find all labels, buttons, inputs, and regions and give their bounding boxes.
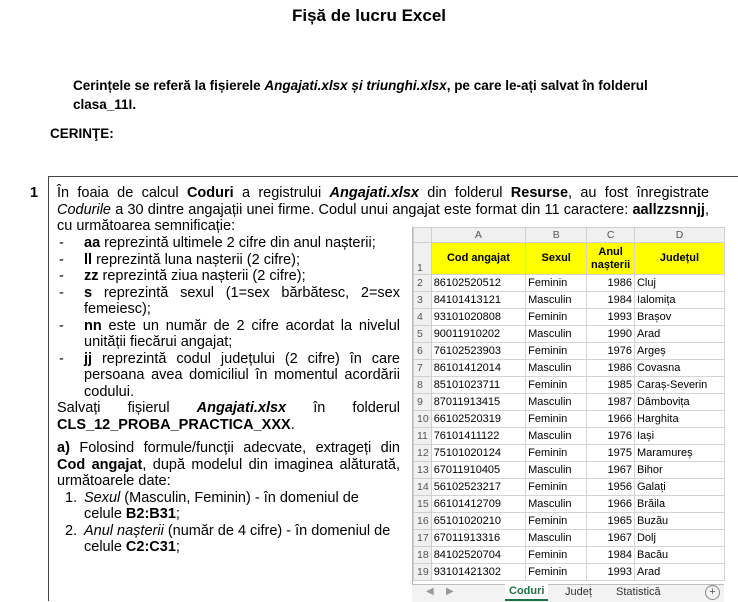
list-item: - nn este un număr de 2 cifre acordat la nivelul unității fiecărui angajat; [59, 317, 400, 350]
table-row [414, 479, 725, 496]
header-cell: Anul nașterii [587, 243, 635, 275]
table-cell: Covasna [634, 360, 724, 377]
row-header: 1 [414, 243, 432, 275]
tab-coduri[interactable]: Coduri [505, 584, 548, 601]
table-cell: Ialomița [634, 292, 724, 309]
table-cell: 76101411122 [431, 428, 525, 445]
table-cell: Feminin [526, 547, 587, 564]
row-header: 18 [414, 547, 432, 564]
table-cell: Arad [634, 326, 724, 343]
row-header: 3 [414, 292, 432, 309]
row-header: 14 [414, 479, 432, 496]
tab-judet[interactable]: Județ [565, 586, 592, 598]
save-instruction: Salvați fișierul Angajati.xlsx în folderul [57, 400, 400, 416]
table-cell: Feminin [526, 411, 587, 428]
tab-next-icon[interactable]: ▶ [446, 586, 454, 597]
subitem: 1. Sexul (Masculin, Feminin) - în domeniul de celule B2:B31; [65, 489, 359, 522]
table-cell: Masculin [526, 360, 587, 377]
table-cell: 67011910405 [431, 462, 525, 479]
table-cell: 85101023711 [431, 377, 525, 394]
table-cell: 87011913415 [431, 394, 525, 411]
table-cell: Masculin [526, 496, 587, 513]
table-cell: 84101413121 [431, 292, 525, 309]
table-cell: Masculin [526, 462, 587, 479]
table-cell: 93101421302 [431, 564, 525, 581]
table-cell: Iași [634, 428, 724, 445]
row-header: 17 [414, 530, 432, 547]
table-cell: 1976 [587, 343, 635, 360]
table-cell: Feminin [526, 309, 587, 326]
table-cell: 75101020124 [431, 445, 525, 462]
add-sheet-icon[interactable]: + [705, 585, 720, 600]
row-header: 11 [414, 428, 432, 445]
table-row [414, 496, 725, 513]
table-cell: Masculin [526, 428, 587, 445]
table-cell: 56102523217 [431, 479, 525, 496]
table-cell: Bacău [634, 547, 724, 564]
subitem: 2. Anul nașterii (număr de 4 cifre) - în domeniul de celule C2:C31; [65, 522, 391, 555]
table-cell: Buzău [634, 513, 724, 530]
spreadsheet-image [412, 227, 725, 601]
table-cell: 1986 [587, 275, 635, 292]
table-cell: Brăila [634, 496, 724, 513]
table-cell: 1967 [587, 462, 635, 479]
table-row [414, 513, 725, 530]
table-row [414, 326, 725, 343]
table-cell: 1965 [587, 513, 635, 530]
column-header: D [634, 228, 724, 243]
table-column-border [48, 176, 49, 601]
table-row [414, 343, 725, 360]
table-cell: 76102523903 [431, 343, 525, 360]
question-intro: În foaia de calcul Coduri a registrului Angajati.xlsx din folderul Resurse, au fost înregistrate Codurile a 30 dintre angajații unei firme. Codul unui angajat este format din 11 caractere: aallzzsnnjj, cu următoarea semnificație: [57, 185, 710, 234]
table-cell: Galați [634, 479, 724, 496]
table-row [414, 462, 725, 479]
table-row [414, 564, 725, 581]
table-cell: Maramureș [634, 445, 724, 462]
table-cell: Masculin [526, 394, 587, 411]
row-header: 10 [414, 411, 432, 428]
question-number: 1 [30, 185, 39, 201]
table-cell: Argeș [634, 343, 724, 360]
tab-statistica[interactable]: Statistică [616, 586, 661, 598]
table-cell: Dolj [634, 530, 724, 547]
list-item: - zz reprezintă ziua nașterii (2 cifre); [59, 268, 306, 284]
row-header: 2 [414, 275, 432, 292]
table-cell: Arad [634, 564, 724, 581]
part-a: a) Folosind formule/funcții adecvate, extrageți din Cod angajat, după modelul din imaginea alăturată, următoarele date: [57, 440, 400, 489]
intro-text: Cerințele se referă la fișierele Angajati.xlsx și triunghi.xlsx, pe care le-ați salvat în folderul clasa_11I. [73, 78, 648, 112]
row-header: 9 [414, 394, 432, 411]
table-row [414, 360, 725, 377]
question-body [57, 235, 400, 556]
table-row [414, 547, 725, 564]
table-cell: 1967 [587, 530, 635, 547]
row-header: 12 [414, 445, 432, 462]
table-cell: 1984 [587, 547, 635, 564]
table-cell: 67011913316 [431, 530, 525, 547]
table-cell: Feminin [526, 513, 587, 530]
list-item: - ll reprezintă luna nașterii (2 cifre); [59, 251, 300, 268]
table-cell: Feminin [526, 343, 587, 360]
table-cell: Masculin [526, 326, 587, 343]
table-cell: 1993 [587, 309, 635, 326]
table-row [414, 530, 725, 547]
table-row [414, 411, 725, 428]
column-header: A [431, 228, 525, 243]
table-cell: 1956 [587, 479, 635, 496]
table-row [414, 292, 725, 309]
table-row [414, 309, 725, 326]
table-top-border [48, 176, 738, 177]
row-header: 6 [414, 343, 432, 360]
table-cell: Dâmbovița [634, 394, 724, 411]
table-cell: 90011910202 [431, 326, 525, 343]
table-cell: Feminin [526, 377, 587, 394]
row-header: 7 [414, 360, 432, 377]
table-cell: 84102520704 [431, 547, 525, 564]
table-cell: 1966 [587, 411, 635, 428]
table-cell: Feminin [526, 275, 587, 292]
column-header: B [526, 228, 587, 243]
table-row [414, 275, 725, 292]
table-cell: Masculin [526, 530, 587, 547]
table-row [414, 428, 725, 445]
table-cell: 1966 [587, 496, 635, 513]
row-header: 16 [414, 513, 432, 530]
page-title: Fișă de lucru Excel [291, 6, 446, 25]
requirements-heading: CERINŢE: [50, 126, 114, 141]
row-header: 4 [414, 309, 432, 326]
list-item: - s reprezintă sexul (1=sex bărbătesc, 2=sex femeiesc); [59, 284, 400, 317]
row-header: 15 [414, 496, 432, 513]
header-cell: Sexul [526, 243, 587, 275]
table-cell: 1984 [587, 292, 635, 309]
table-cell: Feminin [526, 479, 587, 496]
table-cell: 1985 [587, 377, 635, 394]
table-row [414, 377, 725, 394]
table-cell: 93101020808 [431, 309, 525, 326]
table-cell: Feminin [526, 564, 587, 581]
table-cell: 1990 [587, 326, 635, 343]
table-cell: Masculin [526, 292, 587, 309]
table-cell: 1976 [587, 428, 635, 445]
table-cell: Bihor [634, 462, 724, 479]
table-cell: 1975 [587, 445, 635, 462]
table-cell: Brașov [634, 309, 724, 326]
table-cell: 1986 [587, 360, 635, 377]
row-header: 8 [414, 377, 432, 394]
list-item: - aa reprezintă ultimele 2 cifre din anul nașterii; [59, 235, 376, 251]
header-cell: Cod angajat [431, 243, 525, 275]
table-cell: 66101412709 [431, 496, 525, 513]
row-header: 5 [414, 326, 432, 343]
table-cell: Cluj [634, 275, 724, 292]
corner-cell [414, 228, 432, 243]
header-cell: Județul [634, 243, 724, 275]
table-cell: 1987 [587, 394, 635, 411]
table-row [414, 394, 725, 411]
list-item: - jj reprezintă codul județului (2 cifre) în care persoana avea domiciliul în momentul acordării codului. [59, 350, 400, 400]
tab-prev-icon[interactable]: ◀ [426, 586, 434, 597]
table-cell: Harghita [634, 411, 724, 428]
table-row [414, 445, 725, 462]
save-folder: CLS_12_PROBA_PRACTICA_XXX. [57, 416, 295, 433]
row-header: 13 [414, 462, 432, 479]
table-cell: 86102520512 [431, 275, 525, 292]
table-cell: 86101412014 [431, 360, 525, 377]
table-cell: 1993 [587, 564, 635, 581]
row-header: 19 [414, 564, 432, 581]
table-cell: Caraș-Severin [634, 377, 724, 394]
table-cell: 65101020210 [431, 513, 525, 530]
spreadsheet-grid [413, 227, 725, 581]
column-header: C [587, 228, 635, 243]
table-cell: 66102520319 [431, 411, 525, 428]
table-cell: Feminin [526, 445, 587, 462]
sheet-tab-bar [412, 584, 724, 602]
